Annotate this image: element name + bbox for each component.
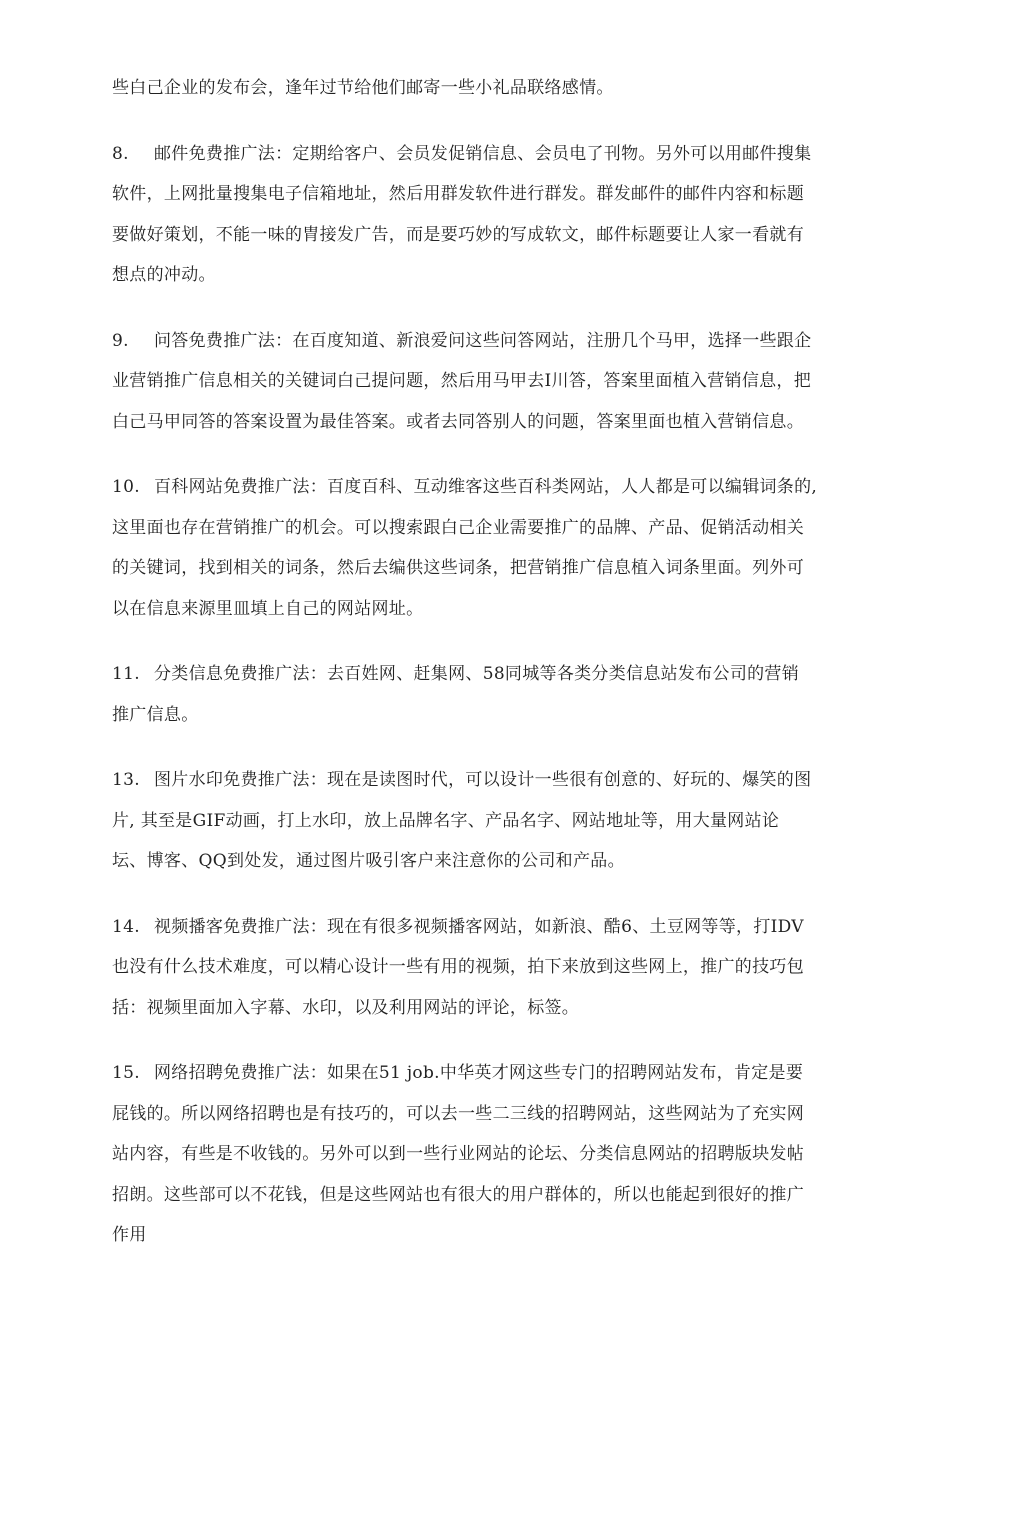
paragraph-item-9 <box>112 321 902 443</box>
text-line <box>112 467 902 508</box>
text-line <box>112 654 902 695</box>
text-line-content: 图片水印免费推广法：现在是读图时代，可以设计一些很有创意的、好玩的、爆笑的图 <box>154 770 812 790</box>
text-line: 也没有什么技术难度，可以精心设计一些有用的视频，拍下来放到这些网上，推广的技巧包 <box>112 957 804 977</box>
text-line: 招朗。这些部可以不花钱，但是这些网站也有很大的用户群体的，所以也能起到很好的推广 <box>112 1184 804 1205</box>
item-number: 14. <box>112 916 140 937</box>
text-line-content: 百科网站免费推广法：百度百科、互动维客这些百科类网站，人人都是可以编辑词条的, <box>154 477 818 497</box>
text-line: 想点的冲动。 <box>112 265 216 285</box>
text-line-content: 分类信息免费推广法：去百姓网、赶集网、58同城等各类分类信息站发布公司的营销 <box>154 664 800 684</box>
text-line: 屁钱的。所以网络招聘也是有技巧的，可以去一些二三线的招聘网站，这些网站为了充实网 <box>112 1103 804 1124</box>
text-line: 片, 其至是GIF动画，打上水印，放上品牌名字、产品名字、网站地址等，用大量网站论 <box>112 810 780 831</box>
paragraph-item-14 <box>112 907 902 1029</box>
paragraph-item-15 <box>112 1053 902 1256</box>
text-line: 白己马甲同答的答案设置为最佳答案。或者去同答别人的问题，答案里面也植入营销信息。 <box>112 411 804 432</box>
item-number: 15. <box>112 1063 140 1083</box>
item-number: 13. <box>112 770 140 790</box>
paragraph-item-11 <box>112 654 902 735</box>
paragraph-continuation <box>112 68 902 109</box>
text-line <box>112 321 902 362</box>
text-line: 括：视频里面加入字幕、水印，以及利用网站的评论，标签。 <box>112 997 580 1018</box>
item-number: 10. <box>112 477 140 497</box>
text-line-content: 邮件免费推广法：定期给客户、会员发促销信息、会员电了刊物。另外可以用邮件搜集 <box>154 143 812 164</box>
paragraph-item-8 <box>112 134 902 296</box>
text-line <box>112 134 902 175</box>
paragraph-item-10 <box>112 467 902 629</box>
text-line <box>112 760 902 801</box>
document-page <box>112 68 902 1281</box>
text-line: 站内容，有些是不收钱的。另外可以到一些行业网站的论坛、分类信息网站的招聘版块发帖 <box>112 1144 804 1164</box>
item-number: 8. <box>112 143 129 164</box>
text-line: 推广信息。 <box>112 704 199 725</box>
text-line-content: 问答免费推广法：在百度知道、新浪爱问这些问答网站，注册几个马甲，选择一些跟企 <box>154 330 812 351</box>
text-line: 坛、博客、QQ到处发，通过图片吸引客户来注意你的公司和产品。 <box>112 851 625 871</box>
paragraph-item-13 <box>112 760 902 882</box>
text-line-content: 网络招聘免费推广法：如果在51 job.中华英才网这些专门的招聘网站发布，肯定是要 <box>154 1063 804 1083</box>
item-number: 9. <box>112 330 129 351</box>
item-number: 11. <box>112 664 140 684</box>
text-line: 软件，上网批量搜集电子信箱地址，然后用群发软件进行群发。群发邮件的邮件内容和标题 <box>112 184 804 204</box>
text-line: 要做好策划，不能一味的胄接发广告，而是要巧妙的写成软文，邮件标题要让人家一看就有 <box>112 224 804 245</box>
text-line: 作用 <box>112 1225 147 1245</box>
text-line: 些白己企业的发布会，逢年过节给他们邮寄一些小礼品联络感情。 <box>112 78 614 98</box>
text-line <box>112 907 902 948</box>
text-line: 业营销推广信息相关的关键词白己提问题，然后用马甲去I川答，答案里面植入营销信息，把 <box>112 371 812 391</box>
text-line: 以在信息来源里皿填上自己的网站网址。 <box>112 598 424 619</box>
text-line-content: 视频播客免费推广法：现在有很多视频播客网站，如新浪、酷6、土豆网等等，打IDV <box>154 916 804 937</box>
text-line: 这里面也存在营销推广的机会。可以搜索跟白己企业需要推广的品牌、产品、促销活动相关 <box>112 517 804 538</box>
text-line: 的关键词，找到相关的词条，然后去编供这些词条，把营销推广信息植入词条里面。列外可 <box>112 558 804 578</box>
text-line <box>112 1053 902 1094</box>
